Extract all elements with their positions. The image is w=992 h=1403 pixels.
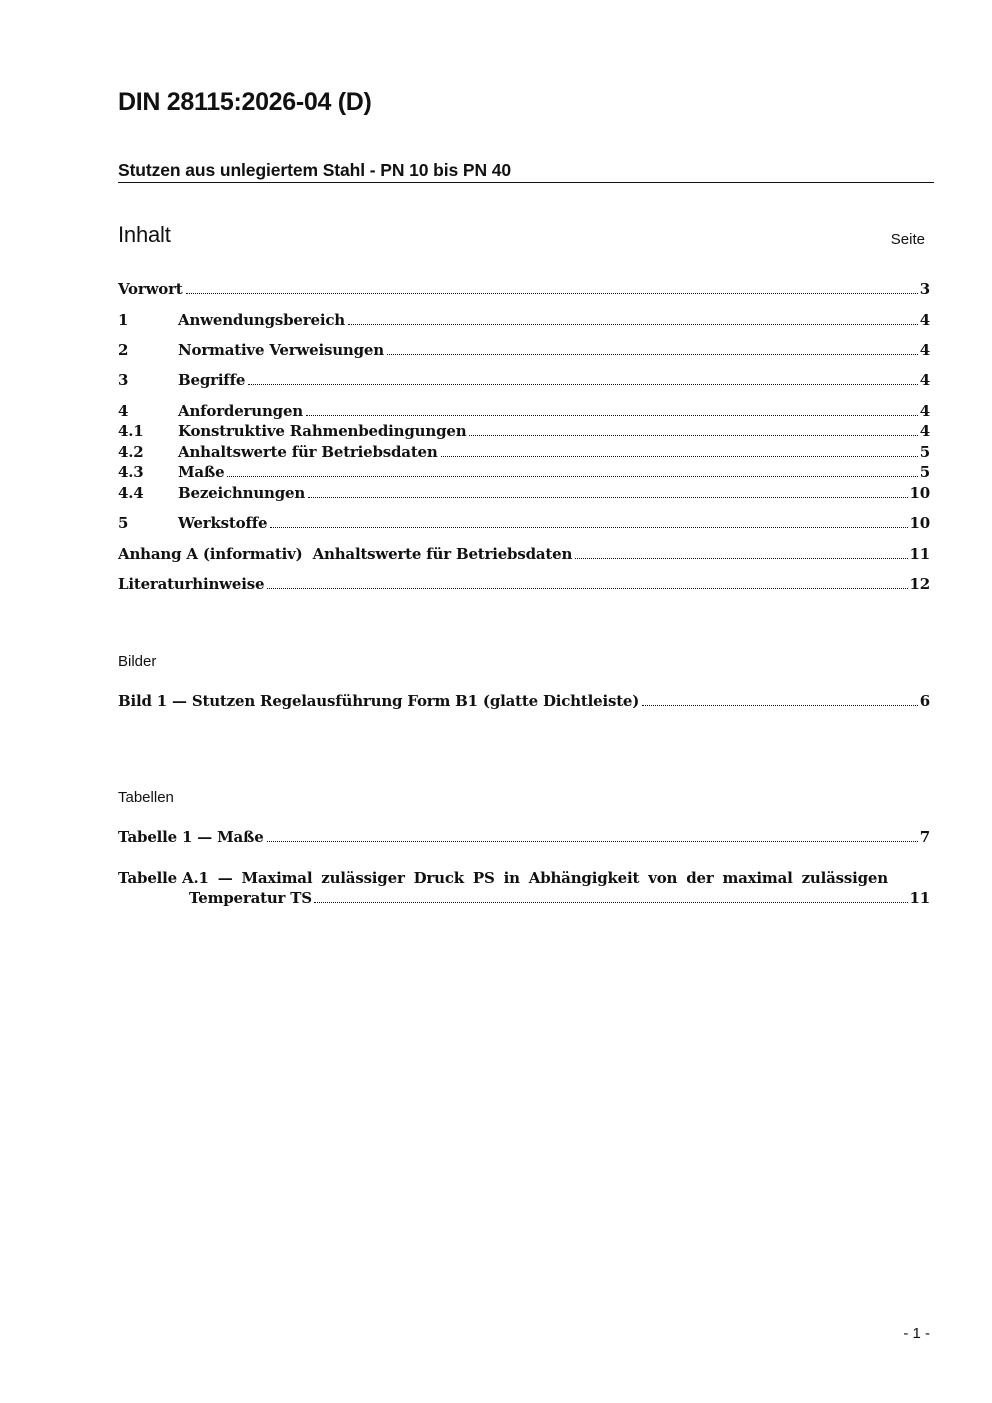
dot-leader bbox=[469, 435, 917, 436]
toc-entry-4[interactable] bbox=[118, 401, 930, 421]
toc-entry-number: 1 bbox=[118, 311, 129, 329]
toc-entry-5[interactable] bbox=[118, 513, 930, 533]
toc-entry-page: 10 bbox=[909, 514, 930, 532]
toc-entry-literaturhinweise[interactable] bbox=[118, 574, 930, 594]
table-entry-1[interactable] bbox=[118, 827, 930, 847]
toc-entry-4-3[interactable] bbox=[118, 462, 930, 482]
word: der bbox=[686, 869, 714, 887]
toc-entry-4-1[interactable] bbox=[118, 421, 930, 441]
word: in bbox=[503, 869, 520, 887]
dot-leader bbox=[270, 527, 907, 528]
toc-entry-number: 4.1 bbox=[118, 422, 144, 440]
dot-leader bbox=[348, 324, 918, 325]
dot-leader bbox=[575, 558, 907, 559]
word: zulässigen bbox=[801, 869, 888, 887]
header-rule bbox=[118, 182, 934, 183]
toc-entry-page: 10 bbox=[909, 484, 930, 502]
toc-entry-title: Literaturhinweise bbox=[118, 575, 265, 593]
word: Tabelle A.1 bbox=[118, 869, 209, 887]
toc-entry-4-4[interactable] bbox=[118, 483, 930, 503]
toc-entry-title: Konstruktive Rahmenbedingungen bbox=[178, 422, 467, 440]
toc-entry-title: Begriffe bbox=[178, 371, 246, 389]
toc-entry-page: 4 bbox=[919, 311, 930, 329]
toc-entry-2[interactable] bbox=[118, 340, 930, 360]
dot-leader bbox=[267, 588, 907, 589]
toc-entry-anhang-a[interactable] bbox=[118, 544, 930, 564]
table-entry-page: 7 bbox=[919, 828, 930, 846]
toc-entry-page: 5 bbox=[919, 443, 930, 461]
word: PS bbox=[472, 869, 495, 887]
table-entry-page: 11 bbox=[909, 889, 930, 907]
word: maximal bbox=[722, 869, 793, 887]
toc-entry-title: Anhaltswerte für Betriebsdaten bbox=[178, 443, 438, 461]
toc-entry-number: 3 bbox=[118, 371, 129, 389]
toc-entry-title: Werkstoffe bbox=[178, 514, 268, 532]
word: Maximal bbox=[241, 869, 313, 887]
toc-entry-title: Anforderungen bbox=[178, 402, 303, 420]
dot-leader bbox=[248, 384, 918, 385]
toc-heading: Inhalt bbox=[118, 222, 171, 247]
toc-page-column-label: Seite bbox=[890, 231, 925, 248]
toc-entry-number: 4.3 bbox=[118, 463, 144, 481]
dot-leader bbox=[642, 705, 918, 706]
toc-entry-title: Anwendungsbereich bbox=[178, 311, 345, 329]
table-entry-title: Tabelle 1 — Maße bbox=[118, 828, 264, 846]
toc-entry-title: Vorwort bbox=[118, 280, 183, 298]
dot-leader bbox=[387, 354, 918, 355]
toc-entry-number: 2 bbox=[118, 341, 129, 359]
toc-entry-number: 4.4 bbox=[118, 484, 144, 502]
figure-entry-page: 6 bbox=[919, 692, 930, 710]
word: Druck bbox=[413, 869, 464, 887]
page-number: - 1 - bbox=[903, 1325, 930, 1342]
dot-leader bbox=[308, 497, 907, 498]
word: zulässiger bbox=[321, 869, 405, 887]
dot-leader bbox=[227, 476, 917, 477]
toc-entry-title: Maße bbox=[178, 463, 225, 481]
figures-label: Bilder bbox=[118, 653, 157, 670]
toc-entry-4-2[interactable] bbox=[118, 442, 930, 462]
document-subtitle: Stutzen aus unlegiertem Stahl - PN 10 bis PN 40 bbox=[118, 160, 512, 180]
figure-entry-title: Bild 1 — Stutzen Regelausführung Form B1 (glatte Dichtleiste) bbox=[118, 692, 640, 710]
toc-entry-number: 5 bbox=[118, 514, 129, 532]
table-entry-a1-line2 bbox=[118, 888, 930, 908]
toc-entry-page: 4 bbox=[919, 422, 930, 440]
toc-entry-page: 4 bbox=[919, 402, 930, 420]
dot-leader bbox=[267, 841, 918, 842]
word: von bbox=[648, 869, 678, 887]
toc-entry-page: 4 bbox=[919, 371, 930, 389]
toc-entry-page: 12 bbox=[909, 575, 930, 593]
word: — bbox=[217, 869, 233, 887]
toc-entry-3[interactable] bbox=[118, 370, 930, 390]
toc-entry-number: 4.2 bbox=[118, 443, 144, 461]
toc-entry-title: Normative Verweisungen bbox=[178, 341, 384, 359]
toc-entry-vorwort[interactable] bbox=[118, 279, 930, 299]
word: Abhängigkeit bbox=[528, 869, 640, 887]
dot-leader bbox=[306, 415, 918, 416]
table-entry-continuation: Temperatur TS bbox=[189, 889, 312, 907]
toc-entry-page: 11 bbox=[909, 545, 930, 563]
toc-entry-page: 4 bbox=[919, 341, 930, 359]
document-id: DIN 28115:2026-04 (D) bbox=[118, 88, 372, 116]
dot-leader bbox=[441, 456, 918, 457]
toc-entry-title: Anhang A (informativ) Anhaltswerte für Betriebsdaten bbox=[118, 545, 573, 563]
toc-entry-1[interactable] bbox=[118, 310, 930, 330]
dot-leader bbox=[186, 293, 918, 294]
toc-entry-title: Bezeichnungen bbox=[178, 484, 306, 502]
figure-entry-1[interactable] bbox=[118, 691, 930, 711]
tables-label: Tabellen bbox=[118, 789, 174, 806]
dot-leader bbox=[314, 902, 908, 903]
toc-entry-page: 3 bbox=[919, 280, 930, 298]
toc-entry-number: 4 bbox=[118, 402, 129, 420]
table-entry-a1[interactable] bbox=[118, 868, 930, 908]
toc-entry-page: 5 bbox=[919, 463, 930, 481]
table-entry-a1-line1 bbox=[118, 868, 888, 888]
